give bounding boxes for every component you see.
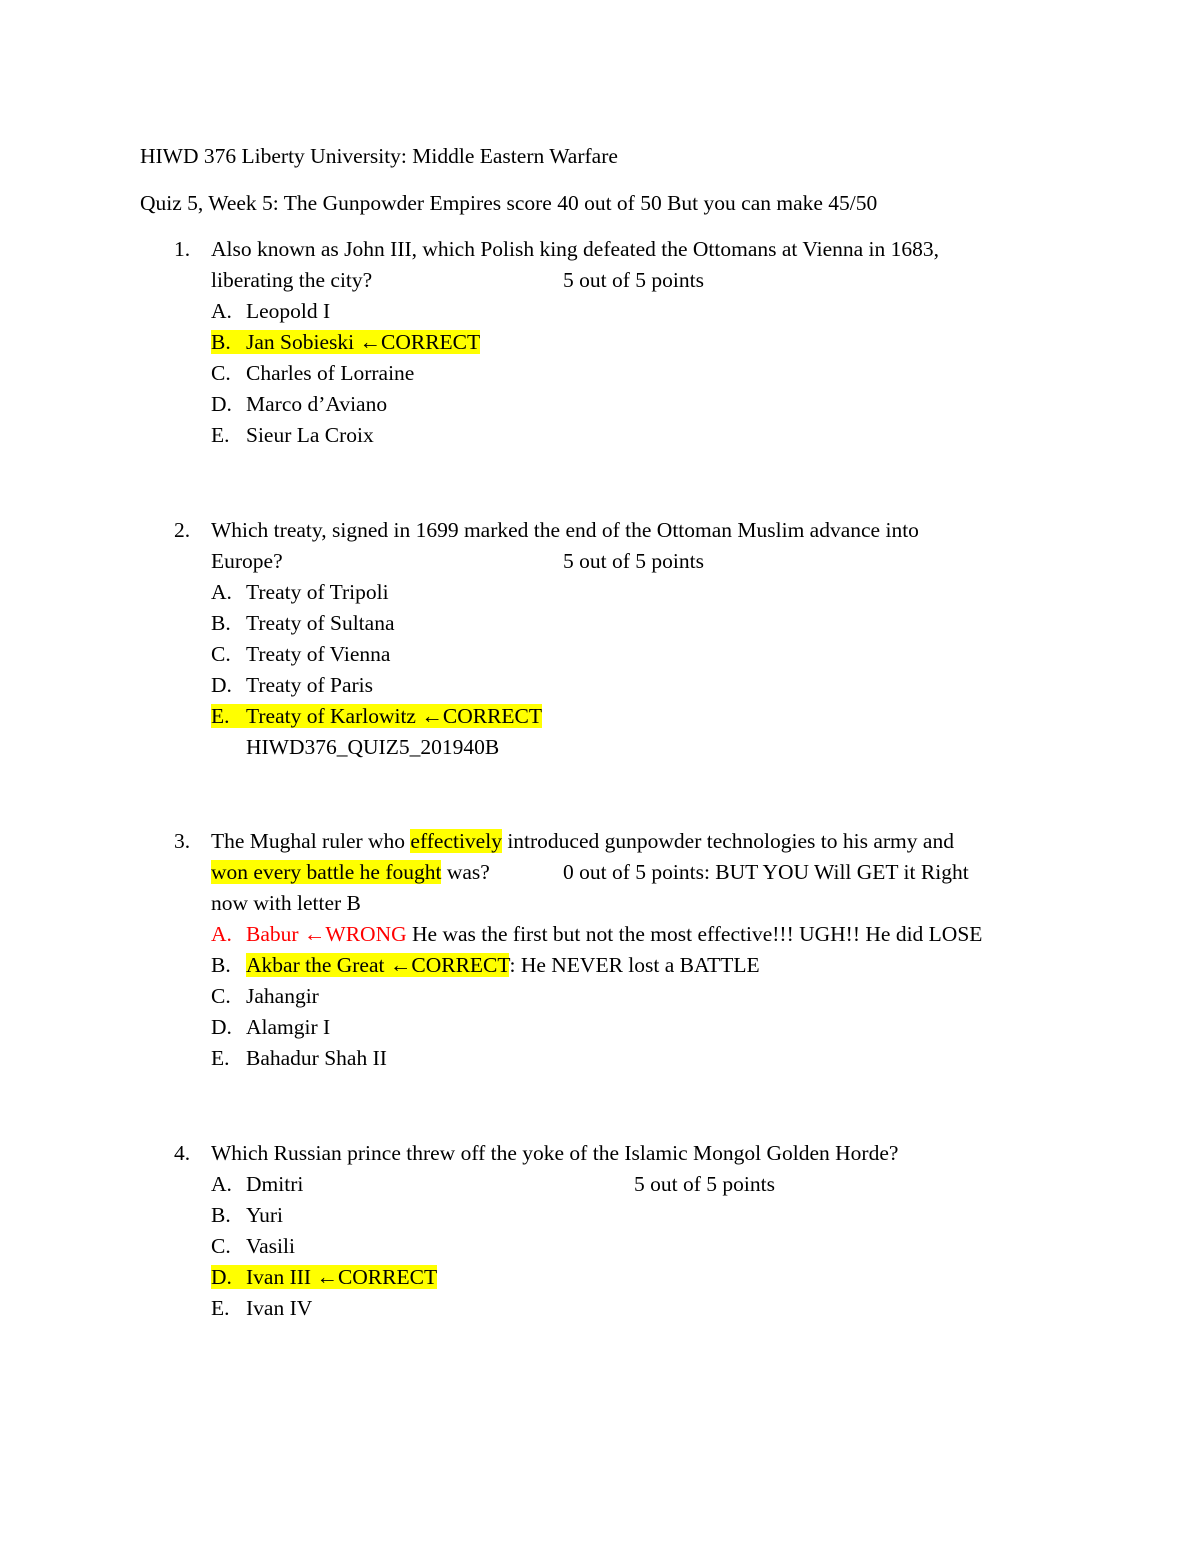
question-3-points: 0 out of 5 points: BUT YOU Will GET it Right [563,860,969,884]
correct-marker: ←CORRECT [359,330,481,354]
q2-option-a: A. Treaty of Tripoli [211,580,389,604]
q1-option-c: C. Charles of Lorraine [211,361,415,385]
q3-option-c: C. Jahangir [211,984,319,1008]
q3-option-d: D. Alamgir I [211,1015,331,1039]
question-3-number: 3. [174,829,191,853]
question-4-points: 5 out of 5 points [634,1172,775,1196]
highlighted-phrase: won every battle he fought [211,860,442,884]
q4-option-a: A. Dmitri [211,1172,304,1196]
q2-option-e-correct: E. Treaty of Karlowitz ←CORRECT [211,704,543,728]
question-4-text-line1: Which Russian prince threw off the yoke of the Islamic Mongol Golden Horde? [211,1141,899,1165]
q2-option-c: C. Treaty of Vienna [211,642,391,666]
question-3-text-line3: now with letter B [211,891,361,915]
q4-option-c: C. Vasili [211,1234,295,1258]
q2-option-b: B. Treaty of Sultana [211,611,395,635]
q2-option-d: D. Treaty of Paris [211,673,374,697]
question-2-points: 5 out of 5 points [563,549,704,573]
question-1-number: 1. [174,237,191,261]
document-title: HIWD 376 Liberty University: Middle Eastern Warfare [140,144,618,168]
question-2-text-line2: Europe? [211,549,283,573]
q4-option-d-correct: D. Ivan III ←CORRECT [211,1265,438,1289]
quiz-subtitle: Quiz 5, Week 5: The Gunpowder Empires score 40 out of 50 But you can make 45/50 [140,191,878,215]
correct-marker: ←CORRECT [316,1265,438,1289]
q3-option-a-wrong: A. Babur ←WRONG He was the first but not the most effective!!! UGH!! He did LOSE [211,922,983,946]
correct-marker: ←CORRECT [421,704,543,728]
q1-option-e: E. Sieur La Croix [211,423,374,447]
highlighted-phrase: effectively [410,829,502,853]
question-1-text-line2: liberating the city? [211,268,373,292]
wrong-marker: ←WRONG [303,922,407,946]
question-3-text-line1: The Mughal ruler who effectively introduced gunpowder technologies to his army and [211,829,954,853]
q4-option-e: E. Ivan IV [211,1296,313,1320]
question-4-number: 4. [174,1141,191,1165]
q3-option-b-correct: B. Akbar the Great ←CORRECT: He NEVER lost a BATTLE [211,953,760,977]
question-3-text-line2: won every battle he fought was? [211,860,490,884]
q3-option-e: E. Bahadur Shah II [211,1046,387,1070]
question-1-points: 5 out of 5 points [563,268,704,292]
q1-option-a: A. Leopold I [211,299,331,323]
q1-option-b-correct: B. Jan Sobieski ←CORRECT [211,330,481,354]
quiz-code: HIWD376_QUIZ5_201940B [246,735,500,759]
question-2-number: 2. [174,518,191,542]
q4-option-b: B. Yuri [211,1203,284,1227]
correct-marker: ←CORRECT [389,953,510,977]
q1-option-d: D. Marco d’Aviano [211,392,388,416]
question-1-text-line1: Also known as John III, which Polish king defeated the Ottomans at Vienna in 1683, [211,237,940,261]
question-2-text-line1: Which treaty, signed in 1699 marked the end of the Ottoman Muslim advance into [211,518,919,542]
